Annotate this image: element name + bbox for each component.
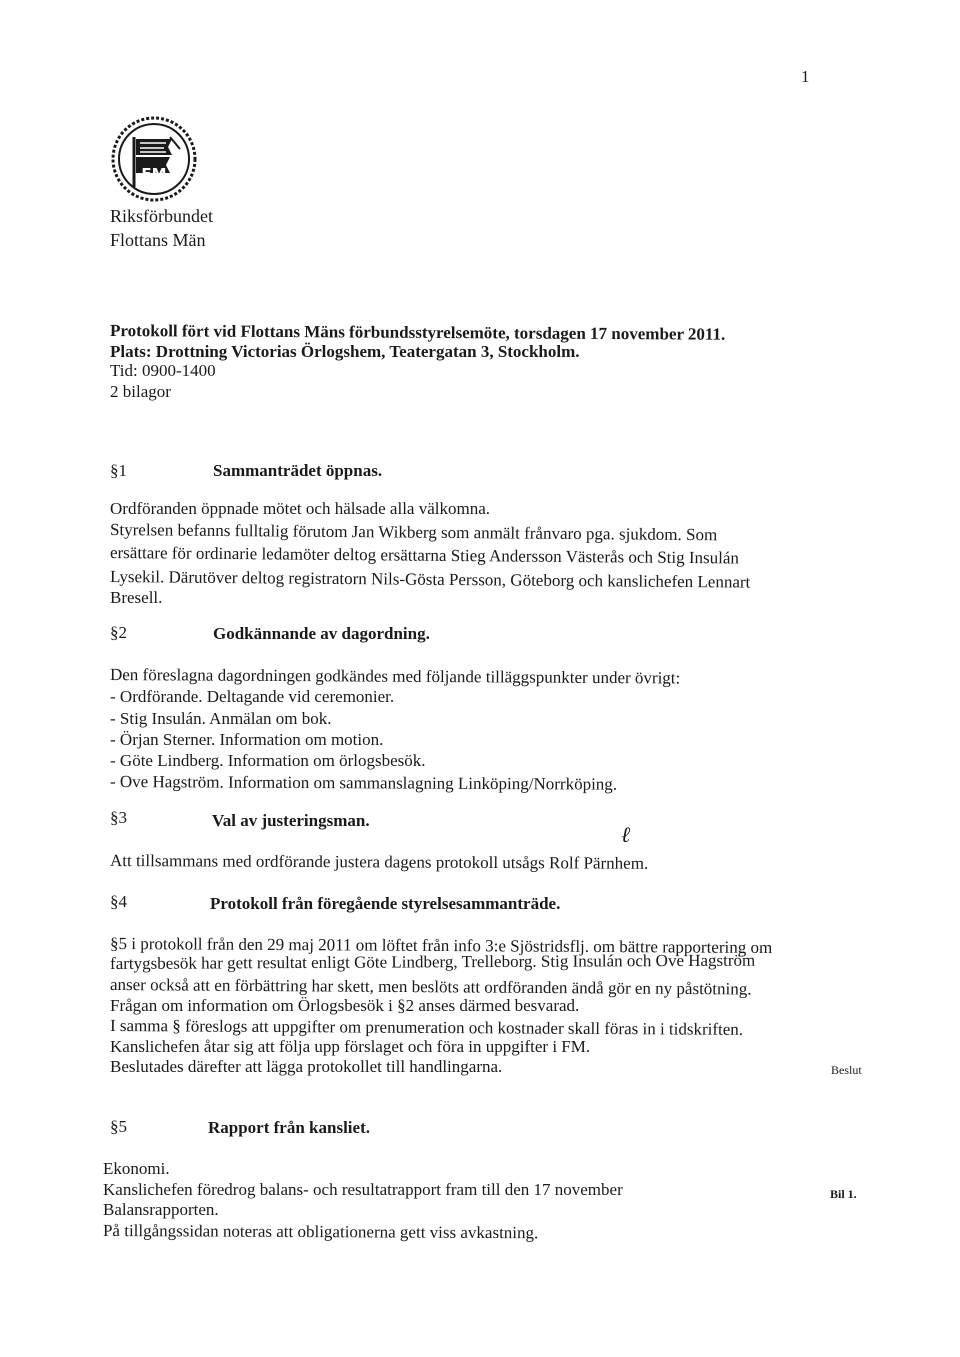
section-1-line: ersättare för ordinarie ledamöter deltog ersättarna Stieg Andersson Västerås och Stig Insulán bbox=[109, 543, 740, 568]
section-4-line: I samma § föreslogs att uppgifter om prenumeration och kostnader skall föras in i tidskriften. bbox=[109, 1016, 744, 1039]
section-2-line: - Ordförande. Deltagande vid ceremonier. bbox=[110, 687, 395, 706]
page-number: 1 bbox=[801, 67, 810, 86]
section-4-number: §4 bbox=[110, 892, 127, 911]
section-2-line: - Örjan Sterner. Information om motion. bbox=[110, 730, 384, 749]
section-2-line: - Göte Lindberg. Information om örlogsbesök. bbox=[110, 751, 426, 770]
handwritten-correction: ℓ bbox=[621, 823, 631, 848]
section-5-number: §5 bbox=[110, 1117, 127, 1136]
section-1-line: Lysekil. Därutöver deltog registratorn Nils-Gösta Persson, Göteborg och kanslichefen Lennart bbox=[109, 567, 751, 592]
section-5-title: Rapport från kansliet. bbox=[208, 1118, 370, 1137]
protocol-title: Protokoll fört vid Flottans Mäns förbundsstyrelsemöte, torsdagen 17 november 2011. bbox=[109, 321, 726, 344]
attachments-count: 2 bilagor bbox=[110, 382, 171, 401]
section-1-line: Styrelsen befanns fulltalig förutom Jan Wikberg som anmält frånvaro pga. sjukdom. Som bbox=[109, 520, 718, 545]
section-2-number: §2 bbox=[110, 623, 127, 642]
section-5-line: På tillgångssidan noteras att obligationerna gett viss avkastning. bbox=[102, 1221, 539, 1243]
section-3-title: Val av justeringsman. bbox=[212, 811, 370, 830]
section-3-number: §3 bbox=[110, 808, 127, 827]
meeting-place: Plats: Drottning Victorias Örlogshem, Teatergatan 3, Stockholm. bbox=[110, 342, 580, 361]
margin-note-attachment: Bil 1. bbox=[830, 1187, 857, 1201]
organization-name-line1: Riksförbundet bbox=[110, 206, 213, 226]
section-2-line: Den föreslagna dagordningen godkändes med följande tilläggspunkter under övrigt: bbox=[109, 665, 681, 688]
section-4-title: Protokoll från föregående styrelsesammanträde. bbox=[210, 894, 561, 913]
section-2-line: - Ove Hagström. Information om sammanslagning Linköping/Norrköping. bbox=[109, 772, 618, 794]
organization-logo bbox=[110, 115, 198, 203]
section-5-line: Balansrapporten. bbox=[103, 1200, 219, 1219]
section-4-line: anser också att en förbättring har skett, men beslöts att ordföranden ändå gör en ny påstötning. bbox=[109, 975, 752, 999]
section-5-line: Ekonomi. bbox=[103, 1159, 170, 1178]
organization-name-line2: Flottans Män bbox=[110, 230, 206, 250]
section-4-line: §5 i protokoll från den 29 maj 2011 om löftet från info 3:e Sjöstridsflj. om bättre rapportering om bbox=[109, 934, 773, 958]
svg-text:FM: FM bbox=[141, 165, 167, 183]
section-1-title: Sammanträdet öppnas. bbox=[213, 461, 383, 480]
section-4-line: fartygsbesök har gett resultat enligt Göte Lindberg, Trelleborg. Stig Insulán och Ove Hagström bbox=[109, 950, 756, 973]
section-4-line: Kanslichefen åtar sig att följa upp förslaget och föra in uppgifter i FM. bbox=[110, 1037, 591, 1056]
section-5-line: Kanslichefen föredrog balans- och resultatrapport fram till den 17 november bbox=[103, 1180, 623, 1199]
section-1-line: Ordföranden öppnade mötet och hälsade alla välkomna. bbox=[110, 499, 491, 518]
section-1-number: §1 bbox=[110, 461, 127, 480]
section-3-line: Att tillsammans med ordförande justera dagens protokoll utsågs Rolf Pärnhem. bbox=[109, 851, 649, 873]
margin-note-decision: Beslut bbox=[831, 1063, 862, 1077]
section-2-title: Godkännande av dagordning. bbox=[213, 624, 430, 643]
section-4-line: Frågan om information om Örlogsbesök i §2 anses därmed besvarad. bbox=[110, 996, 580, 1015]
section-4-line: Beslutades därefter att lägga protokollet till handlingarna. bbox=[110, 1057, 503, 1076]
section-2-line: - Stig Insulán. Anmälan om bok. bbox=[110, 709, 332, 728]
section-1-line: Bresell. bbox=[110, 588, 163, 607]
meeting-time: Tid: 0900-1400 bbox=[110, 361, 216, 380]
